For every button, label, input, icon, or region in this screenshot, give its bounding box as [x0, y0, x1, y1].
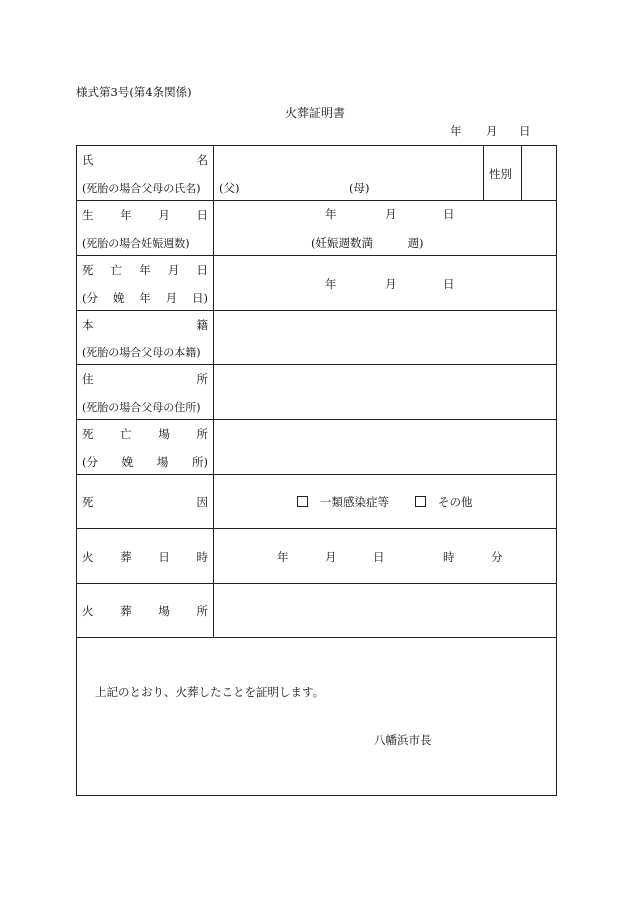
death-day-unit: 日: [443, 277, 455, 291]
cremation-datetime-label: 火 葬 日 時: [82, 550, 208, 564]
delivery-place-sub-label: (分 娩 場 所): [82, 455, 208, 469]
issue-date-year: 年: [450, 124, 462, 138]
mother-name-field[interactable]: (母): [349, 181, 370, 195]
gestation-weeks-field[interactable]: (妊娠週数満 週): [311, 236, 424, 250]
birth-month-unit: 月: [385, 207, 397, 221]
father-name-field[interactable]: (父): [219, 181, 240, 195]
row-divider: [77, 528, 556, 529]
certification-statement: 上記のとおり、火葬したことを証明します。: [95, 685, 325, 699]
domicile-sub-label: (死胎の場合父母の本籍): [82, 346, 201, 359]
cause-option-other[interactable]: その他: [415, 494, 473, 510]
name-sub-label: (死胎の場合父母の氏名): [82, 182, 201, 195]
death-place-field[interactable]: [219, 425, 549, 469]
sex-value-divider: [521, 146, 522, 200]
cremation-place-field[interactable]: [219, 589, 549, 633]
sex-label: 性別: [489, 167, 512, 181]
death-place-label: 死 亡 場 所: [82, 427, 208, 441]
issue-date-month: 月: [486, 124, 498, 138]
row-divider: [77, 200, 556, 201]
row-divider: [77, 419, 556, 420]
checkbox-icon[interactable]: [415, 496, 426, 507]
delivery-date-sub-label: (分 娩 年 月 日): [82, 291, 208, 305]
birth-year-unit: 年: [325, 207, 337, 221]
address-sub-label: (死胎の場合父母の住所): [82, 401, 201, 414]
domicile-label: 本 籍: [82, 318, 208, 332]
sex-field[interactable]: [527, 150, 555, 196]
row-divider: [77, 310, 556, 311]
address-label: 住 所: [82, 372, 208, 386]
cause-label: 死 因: [82, 495, 208, 509]
death-month-unit: 月: [385, 277, 397, 291]
cremation-place-label: 火 葬 場 所: [82, 604, 208, 618]
cause-option-infectious[interactable]: 一類感染症等: [297, 494, 389, 510]
cremation-hour-unit: 時: [443, 550, 455, 564]
death-year-unit: 年: [325, 277, 337, 291]
certificate-table: [76, 145, 557, 796]
domicile-field[interactable]: [219, 316, 549, 360]
checkbox-icon[interactable]: [297, 496, 308, 507]
cremation-day-unit: 日: [373, 550, 385, 564]
cremation-month-unit: 月: [325, 550, 337, 564]
death-date-label: 死 亡 年 月 日: [82, 263, 208, 277]
row-divider: [77, 255, 556, 256]
cremation-minute-unit: 分: [491, 550, 503, 564]
issue-date-day: 日: [519, 124, 531, 138]
birth-date-sub-label: (死胎の場合妊娠週数): [82, 237, 190, 250]
cremation-year-unit: 年: [277, 550, 289, 564]
signer-title: 八幡浜市長: [374, 733, 432, 747]
address-field[interactable]: [219, 370, 549, 414]
birth-date-label: 生 年 月 日: [82, 208, 208, 222]
row-divider: [77, 474, 556, 475]
document-title: 火葬証明書: [284, 106, 345, 120]
row-divider: [77, 637, 556, 638]
row-divider: [77, 583, 556, 584]
sex-column-divider: [483, 146, 484, 200]
label-column-divider: [213, 146, 214, 637]
birth-day-unit: 日: [443, 207, 455, 221]
form-number: 様式第3号(第4条関係): [76, 85, 192, 99]
name-label: 氏 名: [82, 153, 208, 167]
row-divider: [77, 364, 556, 365]
